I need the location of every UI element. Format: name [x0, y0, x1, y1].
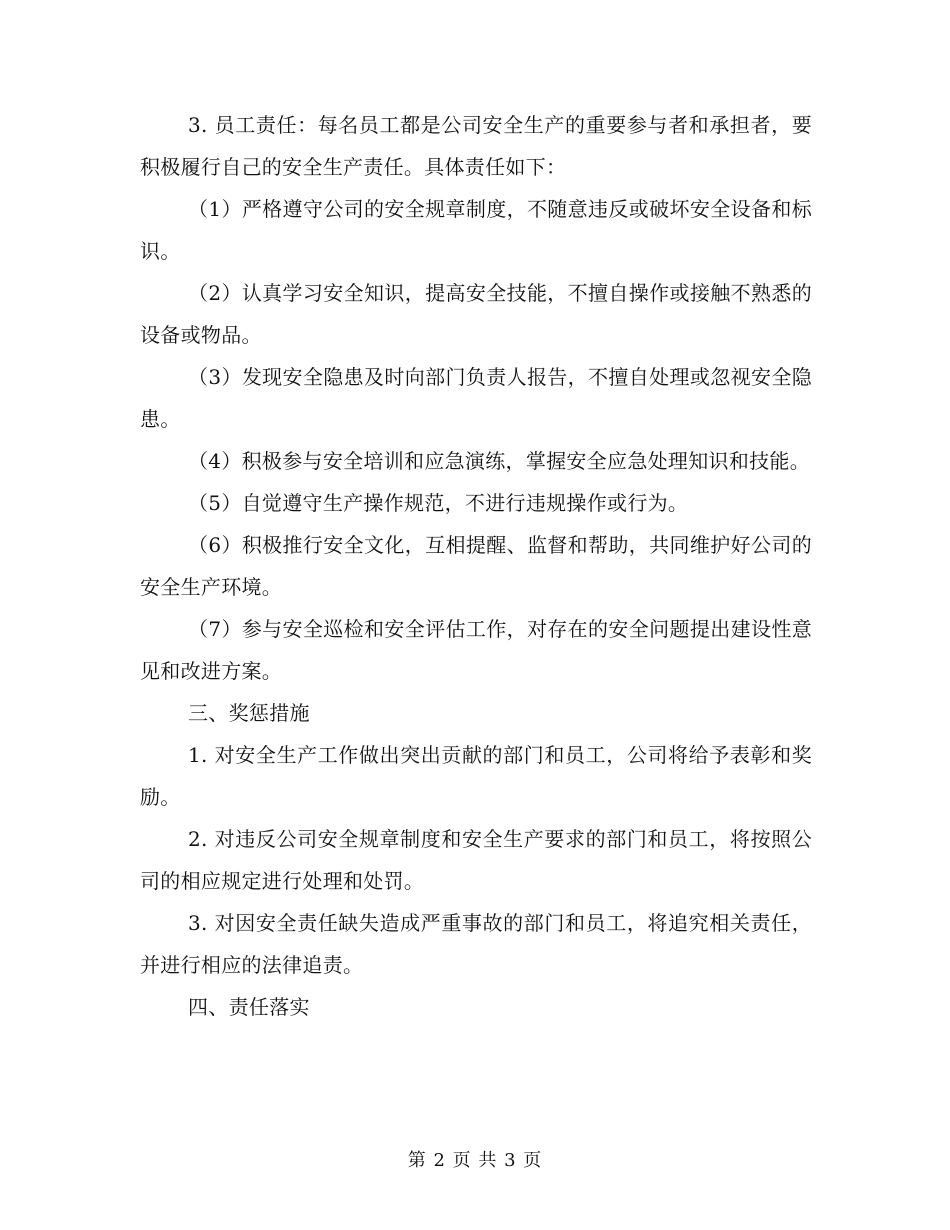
section-heading-implementation: 四、责任落实	[188, 995, 310, 1019]
paragraph-item-7: （7）参与安全巡检和安全评估工作，对存在的安全问题提出建设性意见和改进方案。	[140, 617, 812, 683]
paragraph-penalty-3: 3. 对因安全责任缺失造成严重事故的部门和员工，将追究相关责任，并进行相应的法律追责。	[140, 911, 812, 977]
paragraph-employee-responsibility: 3. 员工责任：每名员工都是公司安全生产的重要参与者和承担者，要积极履行自己的安全生产责任。具体责任如下：	[140, 113, 812, 179]
paragraph-reward-1: 1. 对安全生产工作做出突出贡献的部门和员工，公司将给予表彰和奖励。	[140, 743, 812, 809]
paragraph-item-3: （3）发现安全隐患及时向部门负责人报告，不擅自处理或忽视安全隐患。	[140, 365, 812, 431]
paragraph-item-2: （2）认真学习安全知识，提高安全技能，不擅自操作或接触不熟悉的设备或物品。	[140, 281, 812, 347]
paragraph-penalty-2: 2. 对违反公司安全规章制度和安全生产要求的部门和员工，将按照公司的相应规定进行处理和处罚。	[140, 827, 812, 893]
paragraph-item-5: （5）自觉遵守生产操作规范，不进行违规操作或行为。	[188, 491, 689, 515]
paragraph-item-4: （4）积极参与安全培训和应急演练，掌握安全应急处理知识和技能。	[188, 449, 811, 473]
paragraph-item-1: （1）严格遵守公司的安全规章制度，不随意违反或破坏安全设备和标识。	[140, 197, 812, 263]
document-body	[140, 104, 812, 1028]
paragraph-item-6: （6）积极推行安全文化，互相提醒、监督和帮助，共同维护好公司的安全生产环境。	[140, 533, 812, 599]
section-heading-rewards-penalties: 三、奖惩措施	[188, 701, 310, 725]
page-number-footer: 第 2 页 共 3 页	[407, 1150, 543, 1171]
